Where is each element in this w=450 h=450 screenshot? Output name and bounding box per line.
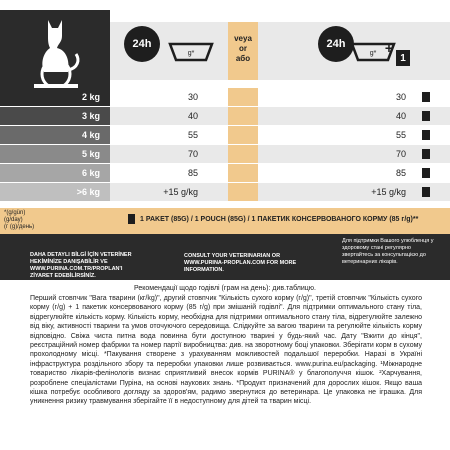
dry-amount-cell: 40 — [110, 107, 228, 125]
feeding-title: Рекомендації щодо годівлі (грам на день): див.таблицю. — [134, 285, 316, 292]
pouch-icon — [396, 50, 410, 66]
weight-cell: 4 kg — [0, 126, 110, 144]
pouch-icon — [128, 214, 135, 224]
unit-tr: *(g/gün) — [4, 210, 26, 216]
dry-amount-cell: 30 — [110, 88, 228, 106]
info-line: Для підтримки Вашого улюбленця у — [342, 238, 434, 244]
icon-b-label: 24h — [326, 38, 346, 50]
unit-ua: (г (g)/день) — [4, 224, 35, 230]
info-line: WWW.PURINA-PROPLAN.COM FOR MORE — [184, 260, 297, 266]
or-band-cell — [228, 164, 258, 182]
pouch-icon — [422, 130, 430, 140]
pouch-count: 1 — [400, 52, 406, 64]
info-tr — [30, 252, 132, 280]
or-text-tr: veya — [234, 34, 252, 43]
mixed-amount-value: 55 — [395, 130, 406, 140]
mixed-amount-value: +15 g/kg — [371, 187, 406, 197]
pouch-icon — [422, 168, 430, 178]
info-en — [184, 253, 296, 274]
info-line: ZİYARET EDEBİLİRSİNİZ. — [30, 273, 96, 279]
table-row — [0, 126, 450, 144]
pouch-icon — [422, 187, 430, 197]
mixed-amount-cell — [258, 126, 450, 144]
mixed-amount-cell — [258, 107, 450, 125]
weight-cell: 2 kg — [0, 88, 110, 106]
info-line: ветеринарних лікарів. — [342, 259, 398, 265]
pouch-icon — [422, 92, 430, 102]
icon-a-unit: g* — [187, 50, 195, 57]
dry-amount-cell: 70 — [110, 145, 228, 163]
info-line: звертайтесь за консультацією до — [342, 252, 426, 258]
info-line: DAHA DETAYLI BİLGİ İÇİN VETERİNER — [30, 252, 132, 258]
info-line: INFORMATION. — [184, 267, 224, 273]
table-row — [0, 164, 450, 182]
or-band-cell — [228, 107, 258, 125]
mixed-amount-cell — [258, 88, 450, 106]
or-band-cell — [228, 145, 258, 163]
icon-b-unit: g* — [369, 50, 377, 57]
weight-cell: 3 kg — [0, 107, 110, 125]
clock-24h-icon — [318, 26, 354, 62]
unit-en: (g/day) — [4, 217, 23, 223]
unit-footnote — [4, 210, 34, 231]
info-line: здоровому стані регулярно — [342, 245, 411, 251]
feeding-instructions: Перший стовпчик "Вага тварини (кг/kg)", другий стовпчик "Кількість сухого корму (г/g)", третій стовпчик "Кількість сухого корму (г/g) + 1 пакетик консервованого корму (85 г/g) при змішаній годівлі". Для підтримки оптимального стану тіла, відрегулюйте кількість корму. Кількість корму, необхідна для підтримки оптимального стану тіла, відрегулюйте залежно від віку, активності тварини та умов оточуючого середовища. Слідкуйте за вагою тварини та регулюйте кількість корму відповідно. Свіжа чиста питна вода повинна бути доступною тварині у будь-який час. Дату "Вжити до кінця", реєстраційний номер фабрики та номер партії виробництва: див. на зворотному боці упаковки. Зберігати корм в сухому прохолодному місці. *Пакування створене з урахуванням можливостей подальшої переробки. Наразі в Україні інфраструктура роздільного збору та переробки упаковки лише розвивається. www.purina.eu/packaging. ¹Міжнародне товариство лікарів-фелінологів визнає сприятливий внесок кормів PURINA® у благополуччя кішок. ²Харчування, розроблене спеціалістами Пуріна, на основі наукових знань. *Продукт призначений для дорослих кішок. Якщо ваша кішка потребує особливого догляду за здоров'ям, радимо звернутися до ветеринара. Це упаковка не іграшка. Для уникнення ризику травмування зберігайте її в недоступному для дітей та тварин місці. — [30, 295, 422, 406]
weight-cell: >6 kg — [0, 183, 110, 201]
mixed-amount-cell — [258, 164, 450, 182]
plus-sign: + — [384, 40, 394, 56]
dry-amount-cell: +15 g/kg — [110, 183, 228, 201]
or-band-cell — [228, 183, 258, 201]
mixed-amount-cell — [258, 145, 450, 163]
mixed-amount-value: 30 — [395, 92, 406, 102]
weight-header — [0, 10, 110, 90]
or-band-cell — [228, 88, 258, 106]
pouch-icon — [422, 111, 430, 121]
table-row — [0, 145, 450, 163]
dry-amount-cell: 55 — [110, 126, 228, 144]
bowl-icon — [168, 40, 214, 62]
weight-cell: 5 kg — [0, 145, 110, 163]
or-band-cell — [228, 126, 258, 144]
cat-on-scale-icon — [0, 10, 110, 90]
dry-amount-cell: 85 — [110, 164, 228, 182]
table-row — [0, 183, 450, 201]
table-row — [0, 107, 450, 125]
info-line: HEKİMİNİZE DANIŞABİLİR VE — [30, 259, 108, 265]
mixed-amount-value: 85 — [395, 168, 406, 178]
or-text-ua: або — [235, 54, 251, 63]
table-row — [0, 88, 450, 106]
mixed-amount-value: 70 — [395, 149, 406, 159]
info-line: CONSULT YOUR VETERINARIAN OR — [184, 253, 281, 259]
info-ua — [342, 238, 434, 266]
pack-footnote: 1 PAKET (85G) / 1 POUCH (85G) / 1 ПАКЕТИК КОНСЕРВОВАНОГО КОРМУ (85 г/g)** — [140, 216, 419, 223]
mixed-amount-value: 40 — [395, 111, 406, 121]
pouch-icon — [422, 149, 430, 159]
clock-24h-icon — [124, 26, 160, 62]
icon-a-label: 24h — [132, 38, 152, 50]
info-line: WWW.PURINA.COM.TR/PROPLAN'I — [30, 266, 123, 272]
or-text-en: or — [239, 44, 247, 53]
mixed-amount-cell — [258, 183, 450, 201]
weight-cell: 6 kg — [0, 164, 110, 182]
